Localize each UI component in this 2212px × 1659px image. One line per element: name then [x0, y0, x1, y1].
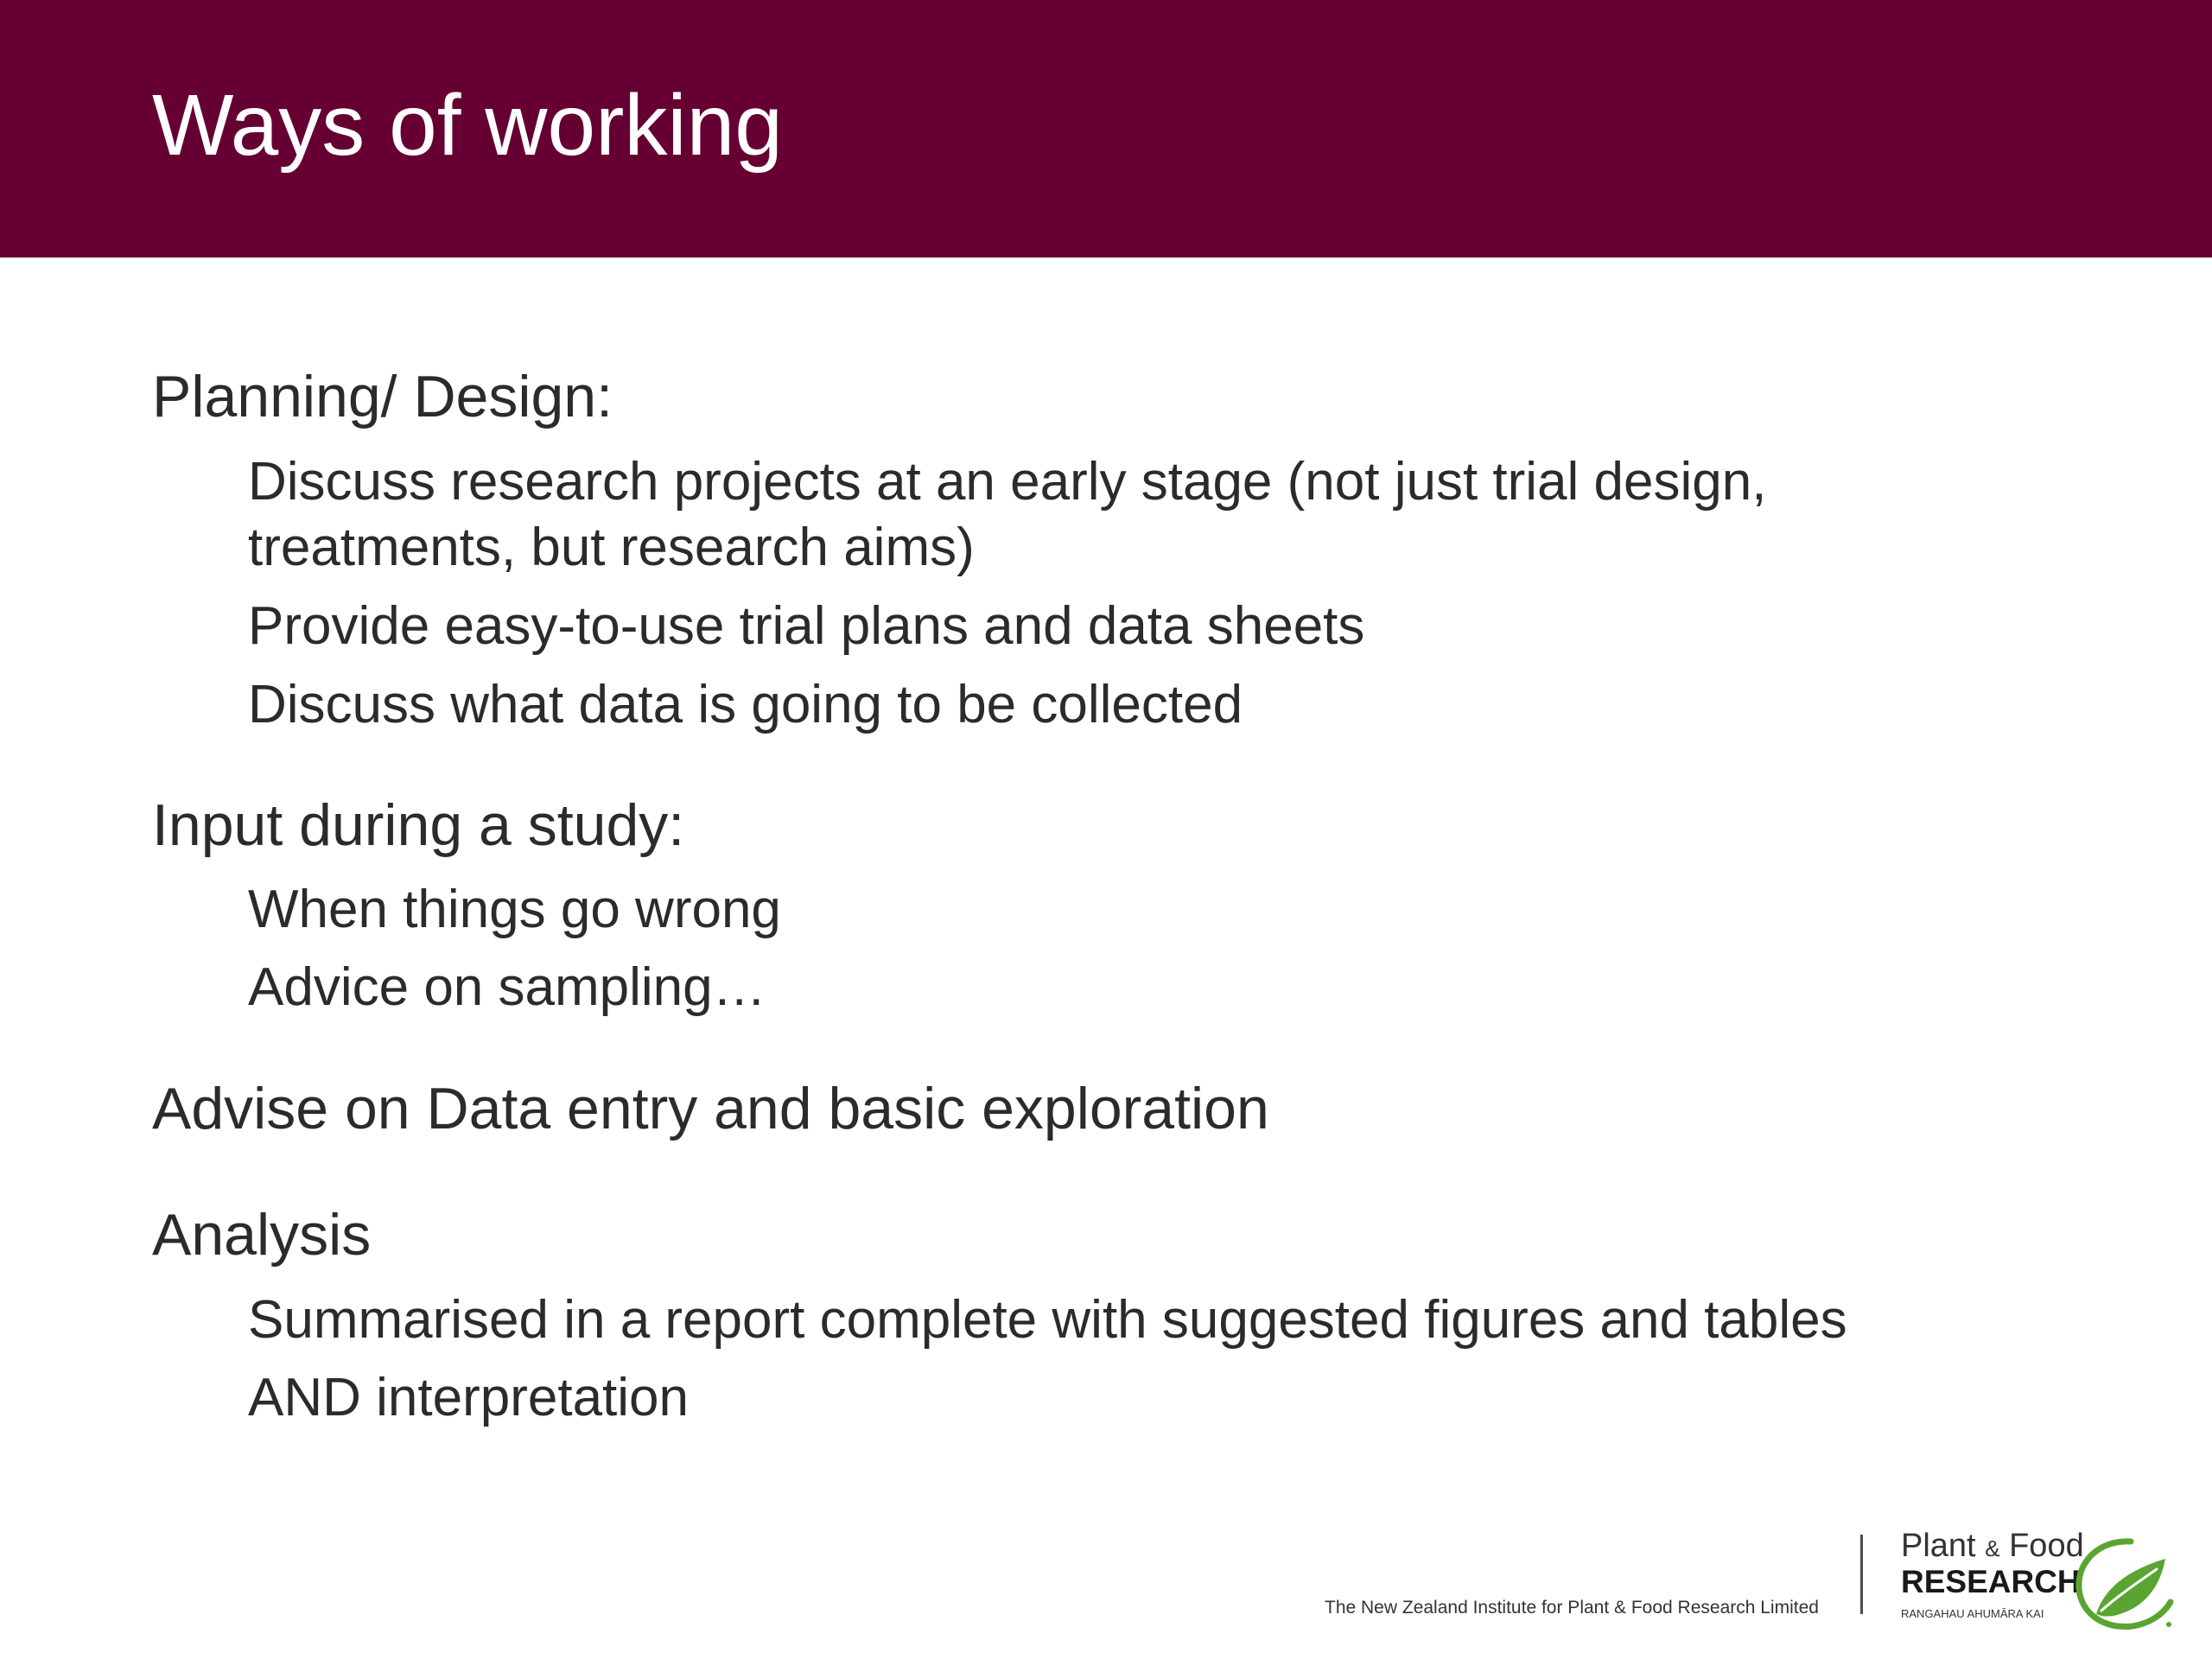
footer-divider [1860, 1535, 1863, 1614]
title-bar [0, 0, 2212, 257]
plant-food-research-logo [1901, 1528, 2177, 1631]
logo-word-food: Food [2009, 1528, 2084, 1564]
logo-word-plant: Plant [1901, 1528, 1976, 1564]
logo-tagline: RANGAHAU AHUMĀRA KAI [1901, 1607, 2044, 1620]
bullet-line: treatments, but research aims) [248, 518, 975, 577]
bullet-data-collected: Discuss what data is going to be collected [248, 675, 1243, 734]
section-heading-input: Input during a study: [152, 792, 685, 858]
bullet-discuss-projects [248, 449, 1766, 581]
section-heading-analysis: Analysis [152, 1202, 372, 1268]
leaf-swoosh-icon [2070, 1535, 2174, 1631]
bullet-line: Discuss research projects at an early stage (not just trial design, [248, 452, 1767, 512]
logo-ampersand: & [1985, 1535, 2000, 1561]
section-heading-planning: Planning/ Design: [152, 364, 613, 429]
footer-institute-name: The New Zealand Institute for Plant & Food Research Limited [1325, 1598, 1819, 1618]
section-heading-data-entry: Advise on Data entry and basic exploration [152, 1076, 1269, 1141]
slide-title: Ways of working [152, 77, 783, 174]
bullet-things-go-wrong: When things go wrong [248, 880, 781, 939]
bullet-trial-plans: Provide easy-to-use trial plans and data sheets [248, 596, 1365, 656]
logo-line-plant-food [1901, 1528, 2084, 1565]
bullet-advice-sampling: Advice on sampling… [248, 957, 766, 1017]
bullet-interpretation: AND interpretation [248, 1368, 690, 1427]
logo-line-research: RESEARCH [1901, 1564, 2081, 1599]
bullet-report: Summarised in a report complete with suggested figures and tables [248, 1290, 1847, 1350]
